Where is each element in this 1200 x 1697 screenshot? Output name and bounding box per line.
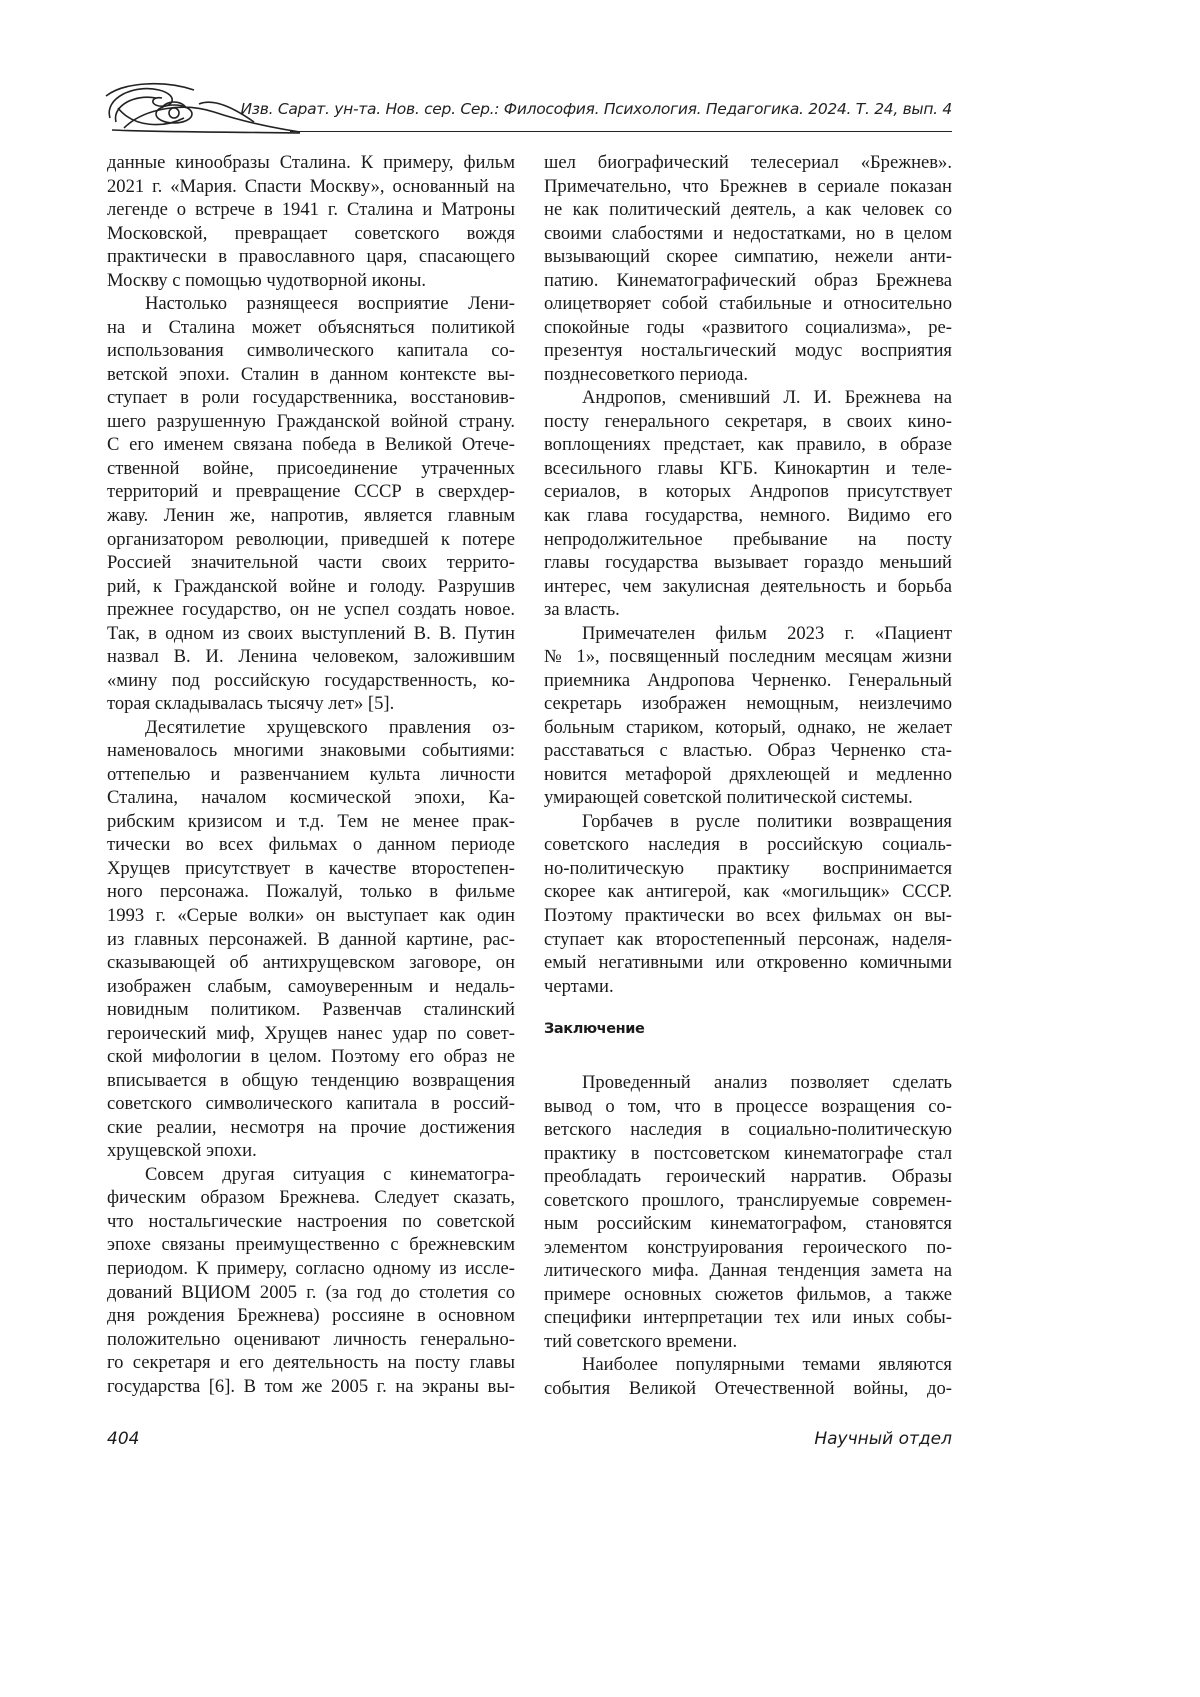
text-line: сериалов, в которых Андропов присутствует: [544, 480, 952, 504]
text-line: ступает в роли государственника, восстановив-: [107, 386, 515, 410]
text-line: что ностальгические настроения по советской: [107, 1210, 515, 1234]
text-line: Так, в одном из своих выступлений В. В. Путин: [107, 622, 515, 646]
footer-section-name: Научный отдел: [814, 1429, 952, 1449]
text-line: торая складывалась тысячу лет» [5].: [107, 692, 515, 716]
text-line: ской мифологии в целом. Поэтому его образ не: [107, 1045, 515, 1069]
conclusion-text: [544, 1071, 952, 1400]
text-line: фическим образом Брежнева. Следует сказать,: [107, 1186, 515, 1210]
text-line: Россией значительной части своих террито-: [107, 551, 515, 575]
text-line: позднесоветкого периода.: [544, 363, 952, 387]
text-line: оттепелью и развенчанием культа личности: [107, 763, 515, 787]
text-line: организатором революции, приведшей к потере: [107, 528, 515, 552]
paragraph: [107, 292, 515, 716]
text-line: Совсем другая ситуация с кинематогра-: [107, 1163, 515, 1187]
text-line: новится метафорой дряхлеющей и медленно: [544, 763, 952, 787]
text-line: использования символического капитала со-: [107, 339, 515, 363]
paragraph: [107, 151, 515, 292]
text-line: элементом конструирования героического по-: [544, 1236, 952, 1260]
text-line: вызывающий скорее симпатию, нежели анти-: [544, 245, 952, 269]
text-line: Десятилетие хрущевского правления оз-: [107, 716, 515, 740]
text-line: ного персонажа. Пожалуй, только в фильме: [107, 880, 515, 904]
running-header: Изв. Сарат. ун-та. Нов. сер. Сер.: Философия. Психология. Педагогика. 2024. Т. 24, вып. 4: [241, 100, 953, 118]
left-column: [107, 151, 515, 1398]
text-line: Настолько разнящееся восприятие Лени-: [107, 292, 515, 316]
text-line: советского прошлого, транслируемые современ-: [544, 1189, 952, 1213]
text-line: за власть.: [544, 598, 952, 622]
text-line: секретарь изображен немощным, неизлечимо: [544, 692, 952, 716]
text-line: периодом. К примеру, согласно одному из иссле-: [107, 1257, 515, 1281]
paragraph: [544, 810, 952, 998]
text-line: емый негативными или откровенно комичными: [544, 951, 952, 975]
text-line: тически во всех фильмах о данном периоде: [107, 833, 515, 857]
text-line: Хрущев присутствует в качестве второстепен-: [107, 857, 515, 881]
text-line: на и Сталина может объясняться политикой: [107, 316, 515, 340]
text-line: советского символического капитала в россий-: [107, 1092, 515, 1116]
text-line: Наиболее популярными темами являются: [544, 1353, 952, 1377]
paragraph: [544, 1071, 952, 1353]
text-line: спокойные годы «развитого социализма», ре-: [544, 316, 952, 340]
text-line: ступает как второстепенный персонаж, наделя-: [544, 928, 952, 952]
text-line: новидным политиком. Развенчав сталинский: [107, 998, 515, 1022]
text-line: Сталина, началом космической эпохи, Ка-: [107, 786, 515, 810]
text-line: презентуя ностальгический модус восприятия: [544, 339, 952, 363]
page-number: 404: [107, 1429, 139, 1449]
text-line: хрущевской эпохи.: [107, 1139, 515, 1163]
text-line: наменовалось многими знаковыми событиями:: [107, 739, 515, 763]
text-line: интерес, чем закулисная деятельность и борьба: [544, 575, 952, 599]
text-line: как глава государства, немного. Видимо его: [544, 504, 952, 528]
text-line: тий советского времени.: [544, 1330, 952, 1354]
text-line: олицетворяет собой стабильные и относительно: [544, 292, 952, 316]
text-line: специфики интерпретации тех или иных собы-: [544, 1306, 952, 1330]
text-line: прежнее государство, он не успел создать новое.: [107, 598, 515, 622]
text-line: всесильного главы КГБ. Кинокартин и теле-: [544, 457, 952, 481]
text-line: государства [6]. В том же 2005 г. на экраны вы-: [107, 1375, 515, 1399]
text-line: № 1», посвященный последним месяцам жизни: [544, 645, 952, 669]
text-line: но-политическую практику воспринимается: [544, 857, 952, 881]
text-line: вписывается в общую тенденцию возвращения: [107, 1069, 515, 1093]
text-line: Проведенный анализ позволяет сделать: [544, 1071, 952, 1095]
paragraph: [544, 622, 952, 810]
text-line: ские реалии, несмотря на прочие достижения: [107, 1116, 515, 1140]
section-heading: Заключение: [544, 1021, 644, 1037]
text-line: дня рождения Брежнева) россияне в основном: [107, 1304, 515, 1328]
text-line: шего разрушенную Гражданской войной страну.: [107, 410, 515, 434]
text-line: назвал В. И. Ленина человеком, заложившим: [107, 645, 515, 669]
text-line: С его именем связана победа в Великой Отече-: [107, 433, 515, 457]
text-line: своими слабостями и недостатками, но в целом: [544, 222, 952, 246]
text-line: литического мифа. Данная тенденция замета на: [544, 1259, 952, 1283]
text-line: положительно оценивают личность генерально-: [107, 1328, 515, 1352]
text-line: 1993 г. «Серые волки» он выступает как один: [107, 904, 515, 928]
text-line: Поэтому практически во всех фильмах он вы-: [544, 904, 952, 928]
text-line: не как политический деятель, а как человек со: [544, 198, 952, 222]
text-line: «мину под российскую государственность, ко-: [107, 669, 515, 693]
text-line: Примечательно, что Брежнев в сериале показан: [544, 175, 952, 199]
text-line: территорий и превращение СССР в сверхдер-: [107, 480, 515, 504]
text-line: практически в православного царя, спасающего: [107, 245, 515, 269]
text-line: дований ВЦИОМ 2005 г. (за год до столетия со: [107, 1281, 515, 1305]
text-line: из главных персонажей. В данной картине, рас-: [107, 928, 515, 952]
text-line: Московской, превращает советского вождя: [107, 222, 515, 246]
paragraph: [544, 1353, 952, 1400]
paragraph: [107, 1163, 515, 1398]
text-line: советского наследия в российскую социаль-: [544, 833, 952, 857]
text-line: непродолжительное пребывание на посту: [544, 528, 952, 552]
text-line: изображен слабым, самоуверенным и недаль-: [107, 975, 515, 999]
text-line: посту генерального секретаря, в своих кино-: [544, 410, 952, 434]
text-line: умирающей советской политической системы.: [544, 786, 952, 810]
text-line: Горбачев в русле политики возвращения: [544, 810, 952, 834]
text-line: данные кинообразы Сталина. К примеру, фильм: [107, 151, 515, 175]
text-line: скорее как антигерой, как «могильщик» СССР.: [544, 880, 952, 904]
text-line: легенде о встрече в 1941 г. Сталина и Матроны: [107, 198, 515, 222]
text-line: рибским кризисом и т.д. Тем не менее прак-: [107, 810, 515, 834]
text-line: практику в постсоветском кинематографе стал: [544, 1142, 952, 1166]
paragraph: [107, 716, 515, 1163]
text-line: чертами.: [544, 975, 952, 999]
text-line: рий, к Гражданской войне и голоду. Разрушив: [107, 575, 515, 599]
text-line: сказывающей об антихрущевском заговоре, он: [107, 951, 515, 975]
text-line: ветского наследия в социально-политическую: [544, 1118, 952, 1142]
text-line: го секретаря и его деятельность на посту главы: [107, 1351, 515, 1375]
text-line: вывод о том, что в процессе возращения со-: [544, 1095, 952, 1119]
paragraph: [544, 151, 952, 386]
text-line: главы государства вызывает гораздо меньший: [544, 551, 952, 575]
text-line: ным российским кинематографом, становятся: [544, 1212, 952, 1236]
text-line: 2021 г. «Мария. Спасти Москву», основанный на: [107, 175, 515, 199]
text-line: Андропов, сменивший Л. И. Брежнева на: [544, 386, 952, 410]
text-line: примере основных сюжетов фильмов, а также: [544, 1283, 952, 1307]
text-line: больным стариком, который, однако, не желает: [544, 716, 952, 740]
text-line: шел биографический телесериал «Брежнев».: [544, 151, 952, 175]
text-line: преобладать героический нарратив. Образы: [544, 1165, 952, 1189]
text-line: эпохе связаны преимущественно с брежневским: [107, 1233, 515, 1257]
text-line: жаву. Ленин же, напротив, является главным: [107, 504, 515, 528]
text-line: Москву с помощью чудотворной иконы.: [107, 269, 515, 293]
text-line: воплощениях предстает, как правило, в образе: [544, 433, 952, 457]
text-line: Примечателен фильм 2023 г. «Пациент: [544, 622, 952, 646]
text-line: приемника Андропова Черненко. Генеральный: [544, 669, 952, 693]
paragraph: [544, 386, 952, 621]
text-line: события Великой Отечественной войны, до-: [544, 1377, 952, 1401]
text-line: ветской эпохи. Сталин в данном контексте вы-: [107, 363, 515, 387]
header-rule: [290, 131, 952, 132]
text-line: патию. Кинематографический образ Брежнева: [544, 269, 952, 293]
text-line: расставаться с властью. Образ Черненко ста-: [544, 739, 952, 763]
right-column: [544, 151, 952, 998]
text-line: ственной войне, присоединение утраченных: [107, 457, 515, 481]
text-line: героический миф, Хрущев нанес удар по совет-: [107, 1022, 515, 1046]
